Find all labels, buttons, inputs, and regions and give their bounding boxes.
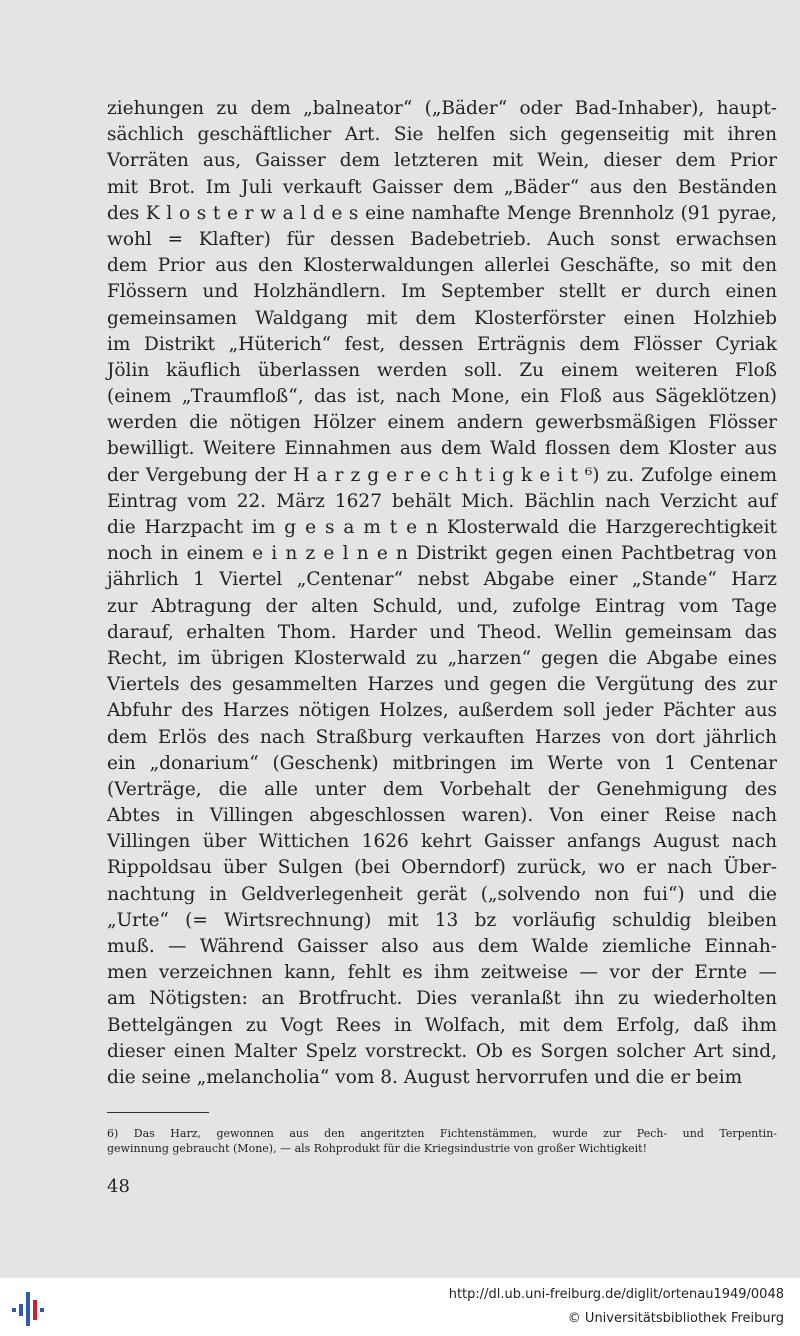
text-line: muß. — Während Gaisser also aus dem Walde ziemliche Einnah- (107, 936, 777, 957)
text-line: Abtes in Villingen abgeschlossen waren). Von einer Reise nach (107, 805, 777, 827)
text-line: Flössern und Holzhändlern. Im September stellt er durch einen (107, 281, 777, 303)
text-line: der Vergebung der H a r z g e r e c h t i g k e i t ⁶) zu. Zufolge einem (107, 464, 777, 486)
text-line: Recht, im übrigen Klosterwald zu „harzen“ gegen die Abgabe eines (107, 647, 777, 669)
footer-copyright: © Universitätsbibliothek Freiburg (567, 1311, 784, 1326)
text-line: mit Brot. Im Juli verkauft Gaisser dem „Bäder“ aus den Beständen (107, 176, 777, 198)
text-line: nachtung in Geldverlegenheit gerät („solvendo non fui“) und die (107, 883, 777, 905)
footer-url-link[interactable]: http://dl.ub.uni-freiburg.de/diglit/ortenau1949/0048 (448, 1287, 784, 1302)
text-line: jährlich 1 Viertel „Centenar“ nebst Abgabe einer „Stande“ Harz (107, 569, 777, 591)
text-line: die seine „melancholia“ vom 8. August hervorrufen und die er beim (107, 1066, 743, 1088)
text-line: zur Abtragung der alten Schuld, und, zufolge Eintrag vom Tage (107, 595, 777, 617)
text-line: (einem „Traumfloß“, das ist, nach Mone, ein Floß aus Sägeklötzen) (107, 386, 777, 408)
footnote-rule (107, 1112, 209, 1113)
text-line: dem Erlös des nach Straßburg verkauften Harzes von dort jährlich (107, 726, 777, 748)
text-line: ein „donarium“ (Geschenk) mitbringen im Werte von 1 Centenar (107, 752, 777, 774)
text-line: Viertels des gesammelten Harzes und gegen die Vergütung des zur (107, 674, 777, 696)
footnote-line: 6) Das Harz, gewonnen aus den angeritzten Fichtenstämmen, wurde zur Pech- und Terpentin- (107, 1127, 777, 1140)
text-line: Vorräten aus, Gaisser dem letzteren mit Wein, dieser dem Prior (107, 150, 777, 172)
footnote (107, 1126, 777, 1156)
text-line: dem Prior aus den Klosterwaldungen allerlei Geschäfte, so mit den (107, 255, 777, 277)
text-line: wohl = Klafter) für dessen Badebetrieb. Auch sonst erwachsen (107, 228, 777, 250)
text-line: darauf, erhalten Thom. Harder und Theod. Wellin gemeinsam das (107, 621, 777, 643)
text-line: im Distrikt „Hüterich“ fest, dessen Erträgnis dem Flösser Cyriak (107, 333, 777, 355)
text-line: Villingen über Wittichen 1626 kehrt Gaisser anfangs August nach (107, 831, 777, 853)
text-line: bewilligt. Weitere Einnahmen aus dem Wald flossen dem Kloster aus (107, 438, 777, 460)
text-line: dieser einen Malter Spelz vorstreckt. Ob es Sorgen solcher Art sind, (107, 1040, 777, 1062)
text-line: werden die nötigen Hölzer einem andern gewerbsmäßigen Flösser (107, 412, 777, 434)
text-line: sächlich geschäftlicher Art. Sie helfen sich gegenseitig mit ihren (107, 124, 777, 146)
text-line: gemeinsamen Waldgang mit dem Klosterförster einen Holzhieb (107, 307, 777, 329)
footnote-line: gewinnung gebraucht (Mone), — als Rohprodukt für die Kriegsindustrie von großer Wichtigkeit! (107, 1142, 647, 1155)
text-line: die Harzpacht im g e s a m t e n Klosterwald die Harzgerechtigkeit (107, 517, 777, 538)
text-line: (Verträge, die alle unter dem Vorbehalt der Genehmigung des (107, 778, 777, 800)
ub-freiburg-logo-icon (10, 1288, 52, 1330)
text-line: Jölin käuflich überlassen werden soll. Zu einem weiteren Floß (107, 359, 777, 381)
text-line: am Nötigsten: an Brotfrucht. Dies veranlaßt ihn zu wiederholten (107, 988, 777, 1010)
text-line: des K l o s t e r w a l d e s eine namhafte Menge Brennholz (91 pyrae, (107, 202, 777, 224)
text-line: noch in einem e i n z e l n e n Distrikt gegen einen Pachtbetrag von (107, 543, 777, 565)
text-line: men verzeichnen kann, fehlt es ihm zeitweise — vor der Ernte — (107, 962, 777, 984)
text-line: Eintrag vom 22. März 1627 behält Mich. Bächlin nach Verzicht auf (107, 490, 777, 512)
text-line: Abfuhr des Harzes nötigen Holzes, außerdem soll jeder Pächter aus (107, 700, 777, 722)
text-line: „Urte“ (= Wirtsrechnung) mit 13 bz vorläufig schuldig bleiben (107, 909, 777, 931)
text-line: Bettelgängen zu Vogt Rees in Wolfach, mit dem Erfolg, daß ihm (107, 1014, 777, 1036)
body-text (107, 96, 777, 1091)
text-line: ziehungen zu dem „balneator“ („Bäder“ oder Bad-Inhaber), haupt- (107, 98, 777, 119)
text-line: Rippoldsau über Sulgen (bei Oberndorf) zurück, wo er nach Über- (107, 857, 777, 879)
page-number: 48 (107, 1176, 130, 1197)
